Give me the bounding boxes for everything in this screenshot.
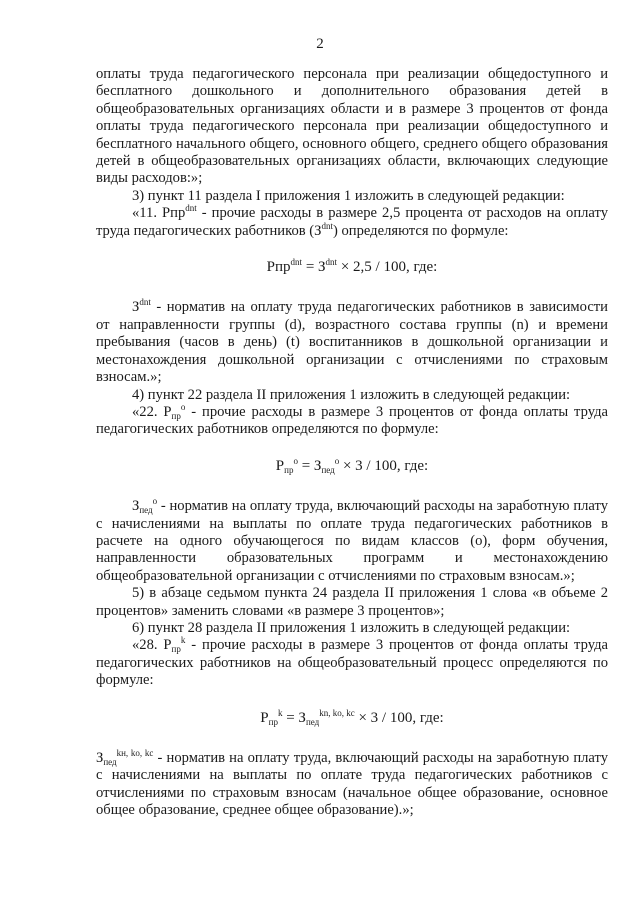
item-4-intro: 4) пункт 22 раздела II приложения 1 изложить в следующей редакции: — [132, 386, 571, 403]
item-5: 5) в абзаце седьмом пункта 24 раздела II приложения 1 слова «в объеме 2 процентов» заменить словами «в размере 3 процентов»; — [96, 585, 608, 619]
formula-3: $Р_{пр}^k = З_{пед}^{kn, ko, kc} \times 3 / 100$, где: — [260, 707, 444, 727]
clause-28: «28. $Р_{пр}^k$ - прочие расходы в размере 3 процентов от фонда оплаты труда педагогических работников на общеобразовательный процесс определяются по формуле: — [96, 635, 608, 689]
item-3-intro: 3) пункт 11 раздела I приложения 1 изложить в следующей редакции: — [132, 187, 565, 204]
document-body — [96, 66, 608, 820]
paragraph-continuation: оплаты труда педагогического персонала при реализации общедоступного и бесплатного дошкольного и дополнительного образования детей в общеобразовательных организациях области и в размере 3 процентов от фонда оплаты труда педагогического персонала при реализации общедоступного и бесплатного начального общего, основного общего, среднего общего образования детей в общеобразовательных организациях области, включающих следующие виды расходов:»; — [96, 66, 608, 187]
page-number: 2 — [316, 36, 324, 52]
clause-22: «22. $Р_{пр}^о$ - прочие расходы в размере 3 процентов от фонда оплаты труда педагогических работников определяются по формуле: — [96, 401, 608, 438]
item-6-intro: 6) пункт 28 раздела II приложения 1 изложить в следующей редакции: — [132, 619, 571, 636]
clause-11: «11. Рпр$^{dnt}$ - прочие расходы в размере 2,5 процента от расходов на оплату труда педагогических работников $(З^{dnt})$ определяются по формуле: — [96, 203, 608, 239]
formula-2-definition: $З_{пед}^о$ - норматив на оплату труда, включающий расходы на заработную плату с начислениями на выплаты по оплате труда педагогических работников в расчете на одного обучающегося по видам классов (о), форм обучения, направленности образовательных программ и местонахождению общеобразовательной организации с отчислениями по страховым взносам.»; — [96, 496, 608, 584]
formula-1-definition: $З^{dnt}$ - норматив на оплату труда педагогических работников в зависимости от направленности группы (d), возрастного состава группы (n) и времени пребывания (часов в день) (t) воспитанников в дошкольной организации и местонахождения дошкольной организации с отчислениями по страховым взносам.»; — [96, 297, 608, 386]
formula-3-definition: $З_{пед}^{kн, ko, kc}$ - норматив на оплату труда, включающий расходы на заработную плату с начислениями на выплаты по оплате труда педагогических работников с отчислениями по страховым взносам (начальное общее образование, основное общее образование, среднее общее образование).»; — [96, 748, 608, 819]
formula-1: $Рпр^{dnt} = З^{dnt} \times 2,5 / 100$, где: — [266, 257, 438, 276]
formula-2: $Р_{пр}^о = З_{пед}^о \times 3 / 100$, где: — [275, 455, 429, 475]
